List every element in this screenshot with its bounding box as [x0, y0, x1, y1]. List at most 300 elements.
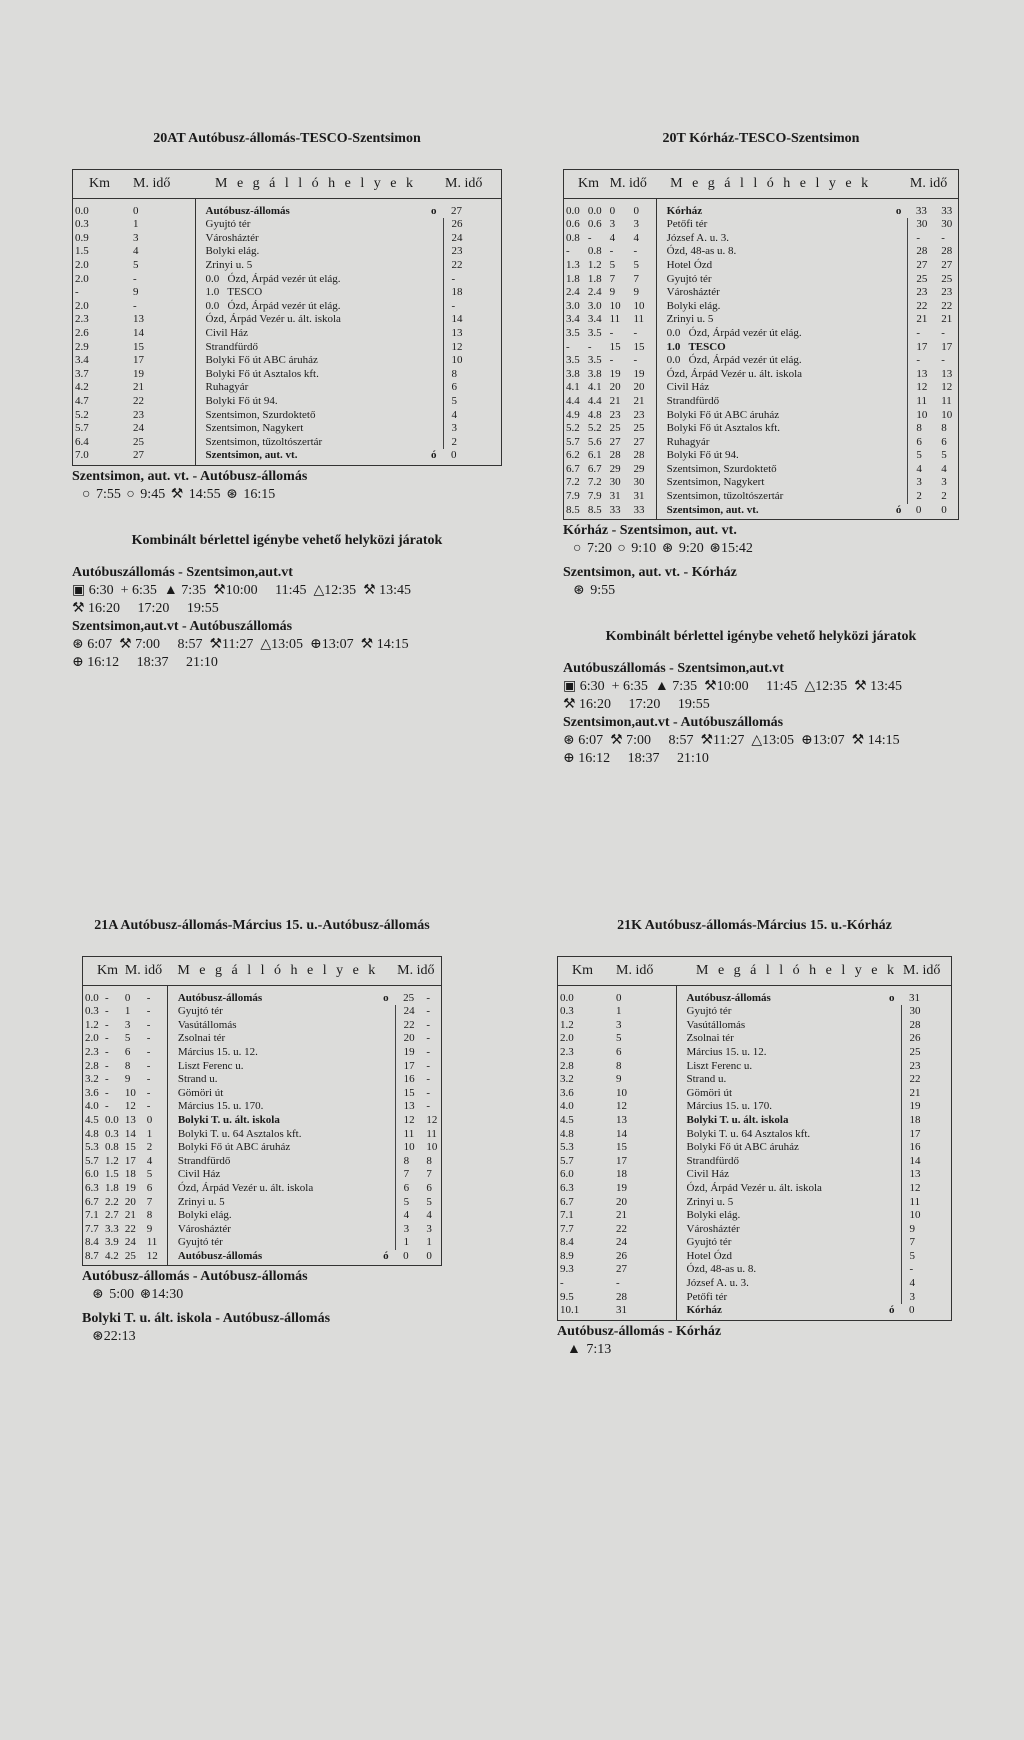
- route-line-icon: [425, 300, 444, 314]
- row-start-value: 6.2: [566, 449, 580, 462]
- row-end-value: 4: [403, 1209, 410, 1222]
- route-line-icon: [883, 1182, 902, 1196]
- col-stops: M e g á l l ó h e l y e k: [656, 170, 908, 199]
- row-start-value: -: [133, 299, 137, 312]
- route-line-icon: [377, 1168, 396, 1182]
- table-row: [73, 218, 502, 232]
- table-row: [564, 409, 959, 423]
- row-end-value: 3: [451, 422, 457, 435]
- stop-name: Autóbusz-állomás: [676, 985, 883, 1005]
- route-line-icon: [377, 1100, 396, 1114]
- route-line-icon: [883, 1073, 902, 1087]
- row-end-value: 4: [451, 408, 457, 421]
- route-end-marker-icon: ó: [383, 1249, 389, 1262]
- row-start-value: 1.2: [560, 1018, 574, 1031]
- row-end-value: 11: [426, 1127, 437, 1140]
- row-end-value: 3: [941, 476, 947, 489]
- route-end-marker-icon: ó: [431, 449, 437, 462]
- route-line-icon: [889, 354, 908, 368]
- stop-name: Március 15. u. 12.: [676, 1046, 883, 1060]
- row-end-value: 13: [909, 1168, 921, 1181]
- table-row: [73, 436, 502, 450]
- row-start-value: 0: [124, 991, 131, 1004]
- row-start-value: 7.1: [560, 1209, 574, 1222]
- row-start-value: 6: [124, 1045, 131, 1058]
- route-line-icon: [889, 395, 908, 409]
- table-row: [83, 1182, 442, 1196]
- table-row: [83, 1155, 442, 1169]
- row-start-value: 5.7: [85, 1154, 99, 1167]
- row-start-value: 14: [124, 1127, 136, 1140]
- route-line-icon: [425, 245, 444, 259]
- route-line-icon: [889, 381, 908, 395]
- row-start-value: 0.0: [566, 204, 580, 217]
- route-line-icon: [425, 259, 444, 273]
- row-start-value: 8.5: [566, 503, 580, 516]
- row-start-value: 29: [633, 462, 645, 475]
- row-start-value: 1.2: [587, 258, 602, 271]
- stop-name: Városháztér: [676, 1223, 883, 1237]
- route-line-icon: [883, 1250, 902, 1264]
- row-start-value: 33: [609, 503, 621, 516]
- row-start-value: 26: [616, 1249, 627, 1262]
- stop-name: Bolyki elág.: [676, 1209, 883, 1223]
- stop-name: József A. u. 3.: [676, 1277, 883, 1291]
- row-end-value: 5: [941, 449, 947, 462]
- row-start-value: 6.3: [560, 1181, 574, 1194]
- row-start-value: 27: [616, 1263, 627, 1276]
- stop-name: Strandfürdő: [167, 1155, 376, 1169]
- table-row: [558, 1196, 952, 1210]
- route-line-icon: [377, 1087, 396, 1101]
- route-line-icon: [883, 1087, 902, 1101]
- row-end-value: 1: [403, 1236, 410, 1249]
- table-row: [558, 1168, 952, 1182]
- row-start-value: -: [104, 1032, 109, 1045]
- timetable-21k: [557, 956, 952, 1321]
- row-end-value: 17: [916, 340, 928, 353]
- route-line-icon: [889, 422, 908, 436]
- table-row: [73, 286, 502, 300]
- row-start-value: 15: [609, 340, 621, 353]
- departure-times: ⊛ 6:07 ⚒ 7:00 8:57 ⚒11:27 △13:05 ⊕13:07 ⚒ 14:15: [563, 733, 900, 749]
- stop-name: Zrinyi u. 5: [656, 313, 889, 327]
- row-start-value: 12: [146, 1249, 158, 1262]
- stop-name: Szentsimon, Szurdoktető: [656, 463, 889, 477]
- row-start-value: 1.2: [85, 1018, 99, 1031]
- route-start-marker-icon: o: [431, 204, 437, 217]
- stop-name: Bolyki Fő út Asztalos kft.: [195, 368, 425, 382]
- row-end-value: 0: [915, 503, 922, 516]
- row-end-value: 8: [941, 422, 947, 435]
- table-row: [558, 1223, 952, 1237]
- row-start-value: -: [616, 1277, 620, 1290]
- row-start-value: 1.5: [104, 1168, 119, 1181]
- row-start-value: 8: [616, 1059, 622, 1072]
- table-row: [564, 449, 959, 463]
- table-row: [558, 1032, 952, 1046]
- row-start-value: 21: [133, 381, 144, 394]
- row-end-value: -: [426, 1086, 430, 1099]
- row-start-value: 6.0: [560, 1168, 574, 1181]
- row-end-value: 21: [941, 313, 953, 326]
- section-title: 21K Autóbusz-állomás-Március 15. u.-Kórház: [617, 918, 892, 933]
- table-row: [564, 313, 959, 327]
- row-start-value: 2.4: [566, 286, 580, 299]
- row-end-value: 16: [403, 1073, 415, 1086]
- stop-name: Gyujtó tér: [195, 218, 425, 232]
- table-row: [73, 395, 502, 409]
- table-row: [83, 1236, 442, 1250]
- row-end-value: 27: [916, 258, 928, 271]
- table-row: [558, 1304, 952, 1320]
- row-start-value: -: [146, 1059, 151, 1072]
- section-title: 20AT Autóbusz-állomás-TESCO-Szentsimon: [153, 131, 421, 146]
- row-start-value: 2.0: [560, 1032, 574, 1045]
- route-line-icon: [889, 409, 908, 423]
- row-end-value: 5: [426, 1195, 432, 1208]
- row-start-value: 0: [133, 204, 139, 217]
- row-start-value: 0.8: [566, 231, 580, 244]
- col-km: Km: [73, 170, 132, 199]
- row-end-value: 21: [916, 313, 928, 326]
- row-start-value: -: [633, 354, 638, 367]
- route-line-icon: [425, 368, 444, 382]
- stop-name: Szentsimon, tűzoltószertár: [195, 436, 425, 450]
- table-row: [83, 1114, 442, 1128]
- row-end-value: -: [426, 1018, 430, 1031]
- table-row: [83, 1060, 442, 1074]
- row-start-value: 6.7: [560, 1195, 574, 1208]
- col-mido-end: M. idő: [908, 170, 959, 199]
- row-start-value: 10: [124, 1086, 136, 1099]
- row-end-value: 10: [909, 1209, 921, 1222]
- route-line-icon: [377, 1236, 396, 1250]
- row-start-value: 25: [124, 1249, 136, 1262]
- row-start-value: 5.7: [75, 422, 89, 435]
- row-start-value: 5.3: [560, 1141, 574, 1154]
- stop-name: 0.0 Ózd, Árpád vezér út elág.: [195, 300, 425, 314]
- stop-name: Zrinyi u. 5: [195, 259, 425, 273]
- row-end-value: 6: [451, 381, 457, 394]
- stop-name: Bolyki T. u. ált. iskola: [167, 1114, 376, 1128]
- row-end-value: 17: [941, 340, 953, 353]
- row-end-value: 21: [909, 1086, 921, 1099]
- row-start-value: 30: [609, 476, 621, 489]
- row-start-value: 0.8: [587, 245, 602, 258]
- row-end-value: 28: [941, 245, 953, 258]
- row-start-value: 5: [146, 1168, 153, 1181]
- row-start-value: -: [146, 1045, 151, 1058]
- row-start-value: 12: [124, 1100, 136, 1113]
- row-end-value: 6: [916, 435, 922, 448]
- route-line-icon: [883, 1128, 902, 1142]
- row-start-value: 11: [633, 313, 645, 326]
- table-row: [73, 313, 502, 327]
- row-end-value: 10: [451, 354, 463, 367]
- row-start-value: 9: [609, 286, 616, 299]
- route-line-icon: [425, 341, 444, 355]
- row-end-value: 2: [451, 435, 457, 448]
- route-line-icon: [377, 1060, 396, 1074]
- row-start-value: -: [104, 1005, 109, 1018]
- table-row: [83, 1250, 442, 1266]
- route-line-icon: [889, 245, 908, 259]
- row-end-value: 22: [941, 299, 953, 312]
- row-start-value: 8.5: [587, 503, 602, 516]
- table-row: [558, 1046, 952, 1060]
- row-start-value: 22: [133, 394, 144, 407]
- row-end-value: 30: [909, 1005, 921, 1018]
- row-start-value: 0: [146, 1113, 153, 1126]
- row-start-value: -: [104, 1073, 109, 1086]
- row-end-value: 11: [909, 1195, 921, 1208]
- row-end-value: 28: [909, 1018, 921, 1031]
- section-21k: [557, 918, 952, 1359]
- route-line-icon: [889, 341, 908, 355]
- route-line-icon: [883, 1005, 902, 1019]
- row-end-value: 0: [426, 1249, 432, 1262]
- row-end-value: 15: [403, 1086, 415, 1099]
- table-row: [558, 1087, 952, 1101]
- row-start-value: 17: [124, 1154, 136, 1167]
- table-row: [564, 232, 959, 246]
- row-start-value: 4: [146, 1154, 153, 1167]
- table-row: [73, 354, 502, 368]
- departure-times: ▣ 6:30 + 6:35 ▲ 7:35 ⚒10:00 11:45 △12:35 ⚒ 13:45: [72, 582, 412, 598]
- row-start-value: -: [75, 286, 79, 299]
- stop-name: Szentsimon, aut. vt.: [195, 449, 425, 465]
- row-start-value: 3.5: [566, 326, 580, 339]
- table-row: [83, 1100, 442, 1114]
- row-start-value: 25: [609, 422, 621, 435]
- row-start-value: 4.0: [85, 1100, 99, 1113]
- departure-times: ⊕ 16:12 18:37 21:10: [72, 654, 218, 670]
- route-info: [82, 1268, 442, 1346]
- departure-times: ▲ 7:13: [567, 1341, 612, 1357]
- row-start-value: 1.5: [75, 245, 89, 258]
- route-end-marker-icon: ó: [895, 503, 902, 516]
- section-title: 21A Autóbusz-állomás-Március 15. u.-Autóbusz-állomás: [94, 918, 430, 933]
- row-start-value: 12: [616, 1100, 627, 1113]
- row-start-value: 5: [616, 1032, 622, 1045]
- stop-name: Strandfürdő: [656, 395, 889, 409]
- stop-name: Hotel Ózd: [656, 259, 889, 273]
- table-row: [73, 368, 502, 382]
- row-start-value: -: [146, 1005, 151, 1018]
- row-end-value: 25: [941, 272, 953, 285]
- route-title: Szentsimon, aut. vt. - Autóbusz-állomás: [72, 468, 308, 484]
- row-start-value: 0.0: [587, 204, 602, 217]
- row-start-value: 15: [616, 1141, 627, 1154]
- row-start-value: 3.8: [566, 367, 580, 380]
- row-start-value: 3.7: [75, 367, 89, 380]
- route-title: Autóbusz-állomás - Kórház: [557, 1323, 722, 1339]
- row-start-value: 2.0: [75, 272, 89, 285]
- row-start-value: 3: [633, 218, 639, 231]
- row-end-value: 12: [909, 1181, 921, 1194]
- row-start-value: 25: [133, 435, 144, 448]
- route-line-icon: [377, 1032, 396, 1046]
- row-start-value: 28: [609, 449, 621, 462]
- timetable-21a: [82, 956, 442, 1266]
- row-start-value: -: [609, 326, 614, 339]
- route-line-icon: [883, 1155, 902, 1169]
- route-title: Autóbusz-állomás - Autóbusz-állomás: [82, 1269, 308, 1285]
- row-start-value: 3.9: [104, 1236, 119, 1249]
- stop-name: Bolyki Fő út 94.: [656, 449, 889, 463]
- table-row: [564, 381, 959, 395]
- row-start-value: 6.0: [85, 1168, 99, 1181]
- row-start-value: 4: [133, 245, 139, 258]
- departure-times: ⊕ 16:12 18:37 21:10: [563, 751, 709, 767]
- row-start-value: -: [104, 1045, 109, 1058]
- row-start-value: 19: [124, 1181, 136, 1194]
- row-end-value: 18: [909, 1113, 921, 1126]
- row-end-value: -: [451, 299, 456, 312]
- row-end-value: -: [426, 1005, 430, 1018]
- row-start-value: 3.8: [587, 367, 602, 380]
- row-start-value: 23: [633, 408, 645, 421]
- row-start-value: 4: [633, 231, 639, 244]
- table-row: [564, 327, 959, 341]
- row-start-value: 4.8: [587, 408, 602, 421]
- stop-name: Gyujtó tér: [167, 1005, 376, 1019]
- row-end-value: 5: [403, 1195, 410, 1208]
- row-end-value: -: [451, 272, 456, 285]
- row-end-value: 8: [403, 1154, 410, 1167]
- route-line-icon: [889, 449, 908, 463]
- row-start-value: 7.1: [85, 1209, 99, 1222]
- row-end-value: 22: [403, 1018, 415, 1031]
- route-line-icon: [425, 381, 444, 395]
- stop-name: Bolyki elág.: [656, 300, 889, 314]
- row-end-value: 28: [916, 245, 928, 258]
- row-end-value: -: [426, 1045, 430, 1058]
- table-row: [564, 259, 959, 273]
- row-start-value: -: [104, 1018, 109, 1031]
- row-start-value: 21: [609, 394, 621, 407]
- row-end-value: 24: [451, 231, 463, 244]
- row-start-value: 5: [133, 258, 139, 271]
- row-start-value: 7.2: [587, 476, 602, 489]
- row-end-value: 2: [941, 490, 947, 503]
- stop-name: Liszt Ferenc u.: [167, 1060, 376, 1074]
- row-start-value: 2.6: [75, 326, 89, 339]
- table-row: [564, 300, 959, 314]
- route-line-icon: [377, 1046, 396, 1060]
- row-start-value: 24: [124, 1236, 136, 1249]
- route-line-icon: [377, 1019, 396, 1033]
- row-start-value: 31: [609, 490, 621, 503]
- table-row: [558, 1073, 952, 1087]
- col-km: Km: [558, 957, 615, 986]
- route-line-icon: [425, 313, 444, 327]
- row-start-value: 29: [609, 462, 621, 475]
- row-end-value: 23: [909, 1059, 921, 1072]
- row-start-value: 0.0: [75, 204, 89, 217]
- row-start-value: 6.7: [566, 462, 580, 475]
- row-end-value: 27: [941, 258, 953, 271]
- row-start-value: 8.9: [560, 1249, 574, 1262]
- row-end-value: 23: [941, 286, 953, 299]
- row-end-value: 0: [941, 503, 947, 516]
- stop-name: 0.0 Ózd, Árpád vezér út elág.: [656, 354, 889, 368]
- row-start-value: 7.2: [566, 476, 580, 489]
- row-start-value: 4.1: [587, 381, 602, 394]
- stop-name: Vasútállomás: [167, 1019, 376, 1033]
- stop-name: Ózd, Árpád Vezér u. ált. iskola: [656, 368, 889, 382]
- row-start-value: 1: [124, 1005, 131, 1018]
- table-row: [73, 422, 502, 436]
- row-start-value: 11: [609, 313, 621, 326]
- table-row: [73, 245, 502, 259]
- stop-name: Gyujtó tér: [167, 1236, 376, 1250]
- row-start-value: 0.6: [587, 218, 602, 231]
- row-start-value: 7: [146, 1195, 153, 1208]
- row-start-value: 22: [616, 1222, 627, 1235]
- row-end-value: 6: [941, 435, 947, 448]
- row-start-value: 21: [124, 1209, 136, 1222]
- row-start-value: 2.3: [560, 1045, 574, 1058]
- row-start-value: 19: [609, 367, 621, 380]
- row-end-value: -: [909, 1263, 914, 1276]
- row-start-value: 6: [146, 1181, 153, 1194]
- row-start-value: 10: [609, 299, 621, 312]
- row-start-value: 5: [633, 258, 639, 271]
- col-mido-start: M. idő: [608, 170, 657, 199]
- row-start-value: 3.4: [566, 313, 580, 326]
- timetable-20at: [72, 169, 502, 466]
- table-row: [564, 490, 959, 504]
- col-stops: M e g á l l ó h e l y e k: [195, 170, 443, 199]
- section-title: 20T Kórház-TESCO-Szentsimon: [662, 131, 860, 146]
- stop-name: Városháztér: [195, 232, 425, 246]
- row-start-value: 3.6: [85, 1086, 99, 1099]
- stop-name: Hotel Ózd: [676, 1250, 883, 1264]
- table-row: [83, 1168, 442, 1182]
- row-start-value: 5.3: [85, 1141, 99, 1154]
- row-end-value: 17: [403, 1059, 415, 1072]
- stop-name: Civil Ház: [167, 1168, 376, 1182]
- route-line-icon: [883, 1196, 902, 1210]
- row-end-value: 33: [941, 204, 953, 217]
- row-start-value: 0.3: [75, 218, 89, 231]
- row-end-value: 13: [916, 367, 928, 380]
- stop-name: Civil Ház: [656, 381, 889, 395]
- row-end-value: 11: [403, 1127, 415, 1140]
- row-end-value: 18: [451, 286, 463, 299]
- row-start-value: 2.0: [75, 258, 89, 271]
- row-start-value: 19: [133, 367, 144, 380]
- row-start-value: 4.2: [75, 381, 89, 394]
- row-end-value: 24: [403, 1005, 415, 1018]
- row-end-value: -: [916, 354, 921, 367]
- row-start-value: 8.4: [85, 1236, 99, 1249]
- row-start-value: 13: [124, 1113, 136, 1126]
- table-row: [564, 198, 959, 218]
- row-start-value: 9.5: [560, 1290, 574, 1303]
- stop-name: Ruhagyár: [195, 381, 425, 395]
- row-start-value: 1.8: [566, 272, 580, 285]
- row-start-value: 0: [616, 991, 622, 1004]
- row-end-value: 5: [451, 394, 457, 407]
- row-start-value: 5.7: [566, 435, 580, 448]
- table-row: [83, 1073, 442, 1087]
- route-line-icon: [883, 1100, 902, 1114]
- stop-name: Zsolnai tér: [167, 1032, 376, 1046]
- route-line-icon: [377, 1223, 396, 1237]
